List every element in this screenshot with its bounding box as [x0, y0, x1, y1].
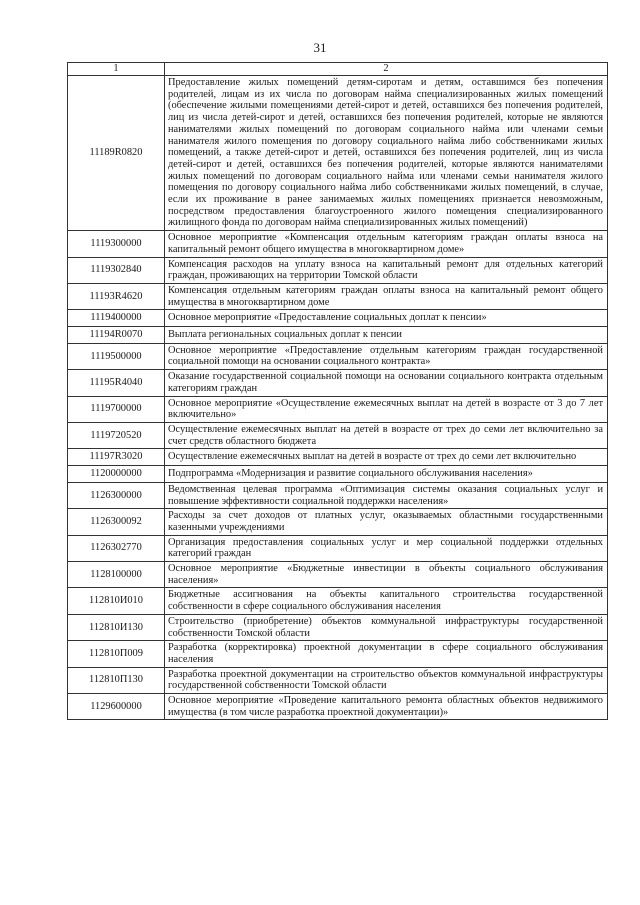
table-row	[68, 509, 608, 535]
row-description: Компенсация отдельным категориям граждан оплаты взноса на капитальный ремонт общего имущества в многоквартирном доме	[165, 283, 608, 309]
table-row	[68, 466, 608, 483]
table-row	[68, 482, 608, 508]
table-row	[68, 641, 608, 667]
row-description: Основное мероприятие «Компенсация отдельным категориям граждан оплаты взноса на капитальный ремонт общего имущества в многоквартирном доме»	[165, 231, 608, 257]
row-code: 1126302770	[68, 535, 165, 561]
table-row	[68, 694, 608, 720]
row-code: 1119400000	[68, 310, 165, 327]
table-row	[68, 396, 608, 422]
table-row	[68, 257, 608, 283]
row-code: 11194R0070	[68, 327, 165, 344]
row-code: 11197R3020	[68, 449, 165, 466]
row-code: 112810И010	[68, 588, 165, 614]
table-row	[68, 449, 608, 466]
row-description: Основное мероприятие «Предоставление социальных доплат к пенсии»	[165, 310, 608, 327]
row-code: 1126300092	[68, 509, 165, 535]
row-description: Основное мероприятие «Проведение капитального ремонта областных объектов недвижимого имущества (в том числе разработка проектной документации)»	[165, 694, 608, 720]
table-row	[68, 667, 608, 693]
row-description: Ведомственная целевая программа «Оптимизация системы оказания социальных услуг и повышение эффективности социальной поддержки населения»	[165, 482, 608, 508]
column-header-description: 2	[165, 63, 608, 76]
row-code: 1119720520	[68, 422, 165, 448]
row-description: Выплата региональных социальных доплат к пенсии	[165, 327, 608, 344]
row-code: 1120000000	[68, 466, 165, 483]
row-description: Осуществление ежемесячных выплат на детей в возрасте от трех до семи лет включительно за счет средств областного бюджета	[165, 422, 608, 448]
table-row	[68, 343, 608, 369]
row-code: 1129600000	[68, 694, 165, 720]
row-description: Компенсация расходов на уплату взноса на капитальный ремонт для отдельных категорий граждан, проживающих на территории Томской области	[165, 257, 608, 283]
column-header-code: 1	[68, 63, 165, 76]
row-code: 1119700000	[68, 396, 165, 422]
row-description: Строительство (приобретение) объектов коммунальной инфраструктуры государственной собственности Томской области	[165, 614, 608, 640]
table-row	[68, 588, 608, 614]
table-row	[68, 535, 608, 561]
row-code: 1126300000	[68, 482, 165, 508]
table-row	[68, 562, 608, 588]
row-description: Предоставление жилых помещений детям-сиротам и детям, оставшимся без попечения родителей, лицам из их числа по договорам найма специализированных жилых помещений (обеспечение жилыми помещениями детей-сирот и детей, оставшихся без попечения родителей, лиц из числа детей-сирот и детей, оставшихся без попечения родителей, которые не являются нанимателями жилых помещений по договорам социального найма или членами семьи нанимателя жилого помещения по договору социального найма либо собственниками жилых помещений, а также детей-сирот и детей, оставшихся без попечения родителей, лиц из числа детей-сирот и детей, оставшихся без попечения родителей, которые являются нанимателями жилых помещений по договорам социального найма или членами семьи нанимателя жилого помещения по договору социального найма либо собственниками жилых помещений, в случае, если их проживание в ранее занимаемых жилых помещениях признается невозможным, посредством предоставления благоустроенного жилого помещения специализированного жилищного фонда по договорам найма специализированных жилых помещений)	[165, 76, 608, 231]
row-description: Основное мероприятие «Предоставление отдельным категориям граждан государственной социальной помощи на основании социального контракта»	[165, 343, 608, 369]
page-number: 31	[313, 40, 327, 55]
table-row	[68, 614, 608, 640]
table-row	[68, 370, 608, 396]
table-row	[68, 327, 608, 344]
table-header-row	[68, 63, 608, 76]
row-code: 11195R4040	[68, 370, 165, 396]
row-description: Осуществление ежемесячных выплат на детей в возрасте от трех до семи лет включительно	[165, 449, 608, 466]
row-description: Организация предоставления социальных услуг и мер социальной поддержки отдельных категорий граждан	[165, 535, 608, 561]
table-row	[68, 283, 608, 309]
row-description: Расходы за счет доходов от платных услуг, оказываемых областными государственными казенными учреждениями	[165, 509, 608, 535]
table-row	[68, 231, 608, 257]
row-code: 1119302840	[68, 257, 165, 283]
table-row	[68, 422, 608, 448]
row-description: Оказание государственной социальной помощи на основании социального контракта отдельным категориям граждан	[165, 370, 608, 396]
classification-table	[67, 62, 608, 720]
row-code: 1128100000	[68, 562, 165, 588]
row-code: 112810П130	[68, 667, 165, 693]
row-description: Бюджетные ассигнования на объекты капитального строительства государственной собственности в сфере социального обслуживания населения	[165, 588, 608, 614]
row-description: Разработка (корректировка) проектной документации в сфере социального обслуживания населения	[165, 641, 608, 667]
row-description: Основное мероприятие «Осуществление ежемесячных выплат на детей в возрасте от 3 до 7 лет включительно»	[165, 396, 608, 422]
row-code: 1119300000	[68, 231, 165, 257]
table-row	[68, 310, 608, 327]
row-code: 11193R4620	[68, 283, 165, 309]
row-description: Основное мероприятие «Бюджетные инвестиции в объекты социального обслуживания населения»	[165, 562, 608, 588]
row-code: 1119500000	[68, 343, 165, 369]
table-row	[68, 76, 608, 231]
row-code: 112810П009	[68, 641, 165, 667]
row-description: Разработка проектной документации на строительство объектов коммунальной инфраструктуры государственной собственности Томской области	[165, 667, 608, 693]
row-description: Подпрограмма «Модернизация и развитие социального обслуживания населения»	[165, 466, 608, 483]
row-code: 112810И130	[68, 614, 165, 640]
row-code: 11189R0820	[68, 76, 165, 231]
